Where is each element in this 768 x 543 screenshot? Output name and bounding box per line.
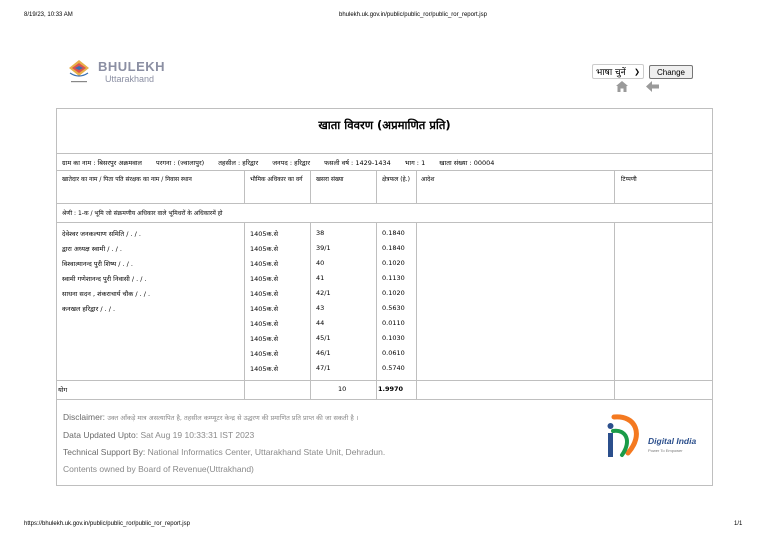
print-datetime: 8/19/23, 10:33 AM [24, 12, 73, 18]
row-area: 0.1030 [382, 334, 405, 342]
row-khasra: 44 [316, 319, 325, 327]
technical-support-value: National Informatics Center, Uttarakhand State Unit, Dehradun. [147, 447, 386, 457]
row-varg: 1405क.से [250, 290, 278, 298]
pargana: परगना : (ज्वालापुर) [156, 159, 205, 167]
data-updated-value: Sat Aug 19 10:33:31 IST 2023 [140, 430, 255, 440]
row-varg: 1405क.से [250, 230, 278, 238]
village-name: ग्राम का नाम : बिसरपुर अक्रमवाल [62, 159, 142, 167]
row-khasra: 43 [316, 304, 325, 312]
row-area: 0.1130 [382, 274, 405, 282]
disclaimer [63, 412, 358, 422]
fasli-year: फसली वर्ष : 1429-1434 [324, 159, 391, 167]
row-varg: 1405क.से [250, 275, 278, 283]
brand-subtitle: Uttarakhand [105, 74, 155, 84]
row-area: 0.1840 [382, 244, 405, 252]
row-area: 0.0610 [382, 349, 405, 357]
data-updated [63, 430, 254, 440]
home-icon[interactable] [616, 81, 628, 95]
district: जनपद : हरिद्वार [272, 159, 310, 167]
print-url: bhulekh.uk.gov.in/public/public_ror/public_ror_report.jsp [339, 12, 487, 18]
print-page-number: 1/1 [734, 521, 743, 527]
owner-line: स्वामी गणेशानन्द पुरी निवासी / . / . [62, 275, 147, 283]
row-area: 0.5740 [382, 364, 405, 372]
column-header-owner: खातेदार का नाम / पिता पति संरक्षक का नाम / निवास स्थान [62, 176, 192, 183]
row-area: 0.1840 [382, 229, 405, 237]
column-header-tippani: टिप्पणी [621, 176, 637, 183]
row-varg: 1405क.से [250, 335, 278, 343]
row-area: 0.1020 [382, 289, 405, 297]
disclaimer-label: Disclaimer: [63, 412, 106, 422]
language-select[interactable] [592, 64, 644, 79]
row-area: 0.0110 [382, 319, 405, 327]
row-varg: 1405क.से [250, 305, 278, 313]
row-khasra: 47/1 [316, 364, 331, 372]
back-arrow-icon[interactable] [646, 81, 659, 95]
row-khasra: 40 [316, 259, 325, 267]
shreni-label: श्रेणी : 1-क / भूमि जो संक्रमणीय अधिकार वाले भूमिधरों के अधिकारमें हो [62, 210, 223, 217]
row-varg: 1405क.से [250, 260, 278, 268]
row-varg: 1405क.से [250, 320, 278, 328]
row-khasra: 46/1 [316, 349, 331, 357]
row-khasra: 45/1 [316, 334, 331, 342]
owner-line: विश्वात्मानन्द पुरी शिष्य / . / . [62, 260, 133, 268]
column-header-khasra: खसरा संख्या [316, 176, 344, 183]
owner-line: द्वारा अध्यक्ष स्वामी / . / . [62, 245, 122, 253]
owner-line: साधना सदन , शंकराचार्य चौक / . / . [62, 290, 151, 298]
row-khasra: 39/1 [316, 244, 331, 252]
print-footer-url: https://bhulekh.uk.gov.in/public/public_ror/public_ror_report.jsp [24, 521, 190, 527]
total-label: योग [58, 386, 68, 394]
disclaimer-text: उक्त आँकड़े मात्र असत्यापित है, तहसील कम्प्यूटर केन्द्र से उद्धरण की प्रमाणित प्रति प्राप्त की जा सकती है । [107, 414, 359, 422]
technical-support [63, 447, 385, 457]
total-area: 1.9970 [378, 385, 404, 393]
change-language-button[interactable]: Change [649, 65, 693, 79]
bhag: भाग : 1 [404, 159, 426, 167]
row-khasra: 41 [316, 274, 325, 282]
contents-owned: Contents owned by Board of Revenue(Uttrakhand) [63, 464, 254, 474]
column-header-aadesh: आदेश [421, 176, 435, 183]
row-varg: 1405क.से [250, 245, 278, 253]
column-header-area: क्षेत्रफल (हे.) [382, 176, 410, 183]
digital-india-title: Digital India [648, 436, 697, 446]
total-khasra-count: 10 [338, 385, 347, 393]
khata-info-row [62, 158, 506, 167]
brand-title: BHULEKH [98, 59, 166, 74]
row-varg: 1405क.से [250, 365, 278, 373]
technical-support-label: Technical Support By: [63, 447, 146, 457]
row-khasra: 38 [316, 229, 325, 237]
row-varg: 1405क.से [250, 350, 278, 358]
column-header-varg: भौमिक अधिकार का वर्ग [250, 176, 303, 183]
data-updated-label: Data Updated Upto: [63, 430, 139, 440]
row-area: 0.1020 [382, 259, 405, 267]
owner-line: देवेश्वर जनकल्याण समिति / . / . [62, 230, 141, 238]
digital-india-tagline: Power To Empower [648, 448, 683, 453]
digital-india-logo-icon [604, 413, 644, 461]
row-khasra: 42/1 [316, 289, 331, 297]
khata-number: खाता संख्या : 00004 [439, 159, 495, 167]
row-area: 0.5630 [382, 304, 405, 312]
language-select-value: भाषा चुनें [596, 68, 626, 78]
bhulekh-logo-icon [67, 58, 91, 86]
chevron-down-icon: ❯ [634, 67, 640, 76]
tehsil: तहसील : हरिद्वार [218, 159, 259, 167]
document-title: खाता विवरण (अप्रमाणित प्रति) [318, 118, 451, 132]
owner-line: कनखल हरिद्वार / . / . [62, 305, 116, 313]
